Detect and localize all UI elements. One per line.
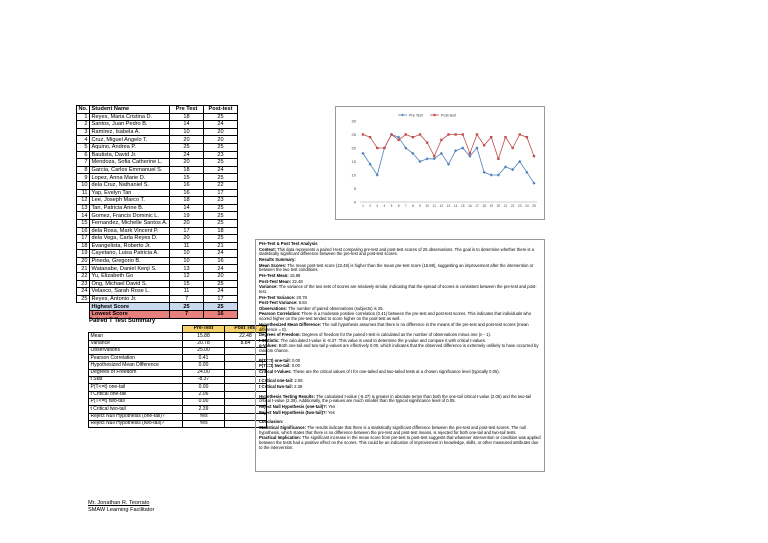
pre-score: 20: [170, 235, 204, 243]
analysis-box: [255, 239, 545, 472]
student-no: 18: [77, 242, 90, 250]
ttest-pre-value: 2.39: [183, 406, 225, 413]
data-point: [419, 133, 421, 135]
analysis-mean: Mean Scores: The mean post-test score (22.48) is higher than the mean pre-test score (15.88), suggesting an improvement after the intervention or between the two test conditions.: [259, 262, 534, 273]
pre-score: 20: [170, 219, 204, 227]
analysis-pearson: Pearson Correlation: There is a moderate positive correlation (0.41) between the pre-test and post-test scores. This indicates that individuals who scored higher on the pre-test tended to score higher on the post-test as well.: [259, 311, 531, 322]
student-no: 5: [77, 143, 90, 151]
data-point: [490, 136, 492, 138]
analysis-tstat: t-Statistic: The calculated t-value is -8.37. This value is used to determine the p-value and compare it with critical t-values.: [259, 337, 487, 343]
highest-pre: 25: [170, 303, 204, 311]
x-tick-label: 13: [446, 204, 451, 208]
student-name: Cruz, Miguel Angelo T.: [90, 136, 170, 144]
ttest-label: Variance: [89, 340, 183, 347]
y-tick-label: 20: [351, 145, 356, 151]
ttest-pre-value: Yes: [183, 413, 225, 420]
student-no: 12: [77, 197, 90, 205]
x-tick-label: 17: [475, 204, 479, 208]
x-tick-label: 21: [503, 204, 508, 208]
pre-score: 15: [170, 280, 204, 288]
ttest-pre-value: 25.00: [183, 347, 225, 354]
x-tick-label: 9: [419, 204, 421, 208]
student-name: Evangelista, Roberto Jr.: [90, 242, 170, 250]
data-point: [405, 133, 407, 135]
table-row: [77, 181, 238, 189]
table-row: [77, 151, 238, 159]
pre-score: 11: [170, 242, 204, 250]
analysis-post-mean: Post-Test Mean: 22.48: [259, 278, 303, 284]
x-tick-label: 14: [453, 204, 458, 208]
post-score: 24: [204, 121, 238, 129]
ttest-table-body: [89, 333, 267, 428]
student-no: 2: [77, 121, 90, 129]
analysis-results-label: Results Summary:: [259, 256, 296, 262]
analysis-hypothesis-results: Hypothesis Testing Results: The calculated t-value (-8.37) is greater in absolute terms than both the one-tail critical t-value (2.06) and the two-tail critical t-value (2.39). Additionally, the p-values are much smaller than the typical significance level of 0.05.: [259, 393, 532, 404]
table-row: [77, 280, 238, 288]
table-row: [77, 212, 238, 220]
student-no: 14: [77, 212, 90, 220]
post-score: 25: [204, 143, 238, 151]
analysis-p-one: P(T<=t) one-tail: 0.00: [259, 357, 301, 363]
post-score: 25: [204, 174, 238, 182]
ttest-label: Reject Null Hypothesis (two-tail)?: [89, 420, 183, 427]
pre-score: 20: [170, 136, 204, 144]
data-point: [476, 133, 478, 135]
post-score: 25: [204, 219, 238, 227]
student-name: Yu, Elizabeth Go: [90, 273, 170, 281]
y-tick-label: 15: [351, 159, 356, 164]
student-no: 13: [77, 204, 90, 212]
y-tick-label: 0: [353, 199, 356, 205]
student-name: Bautista, David Jr.: [90, 151, 170, 159]
post-score: 16: [204, 257, 238, 265]
x-tick-label: 6: [397, 204, 400, 208]
post-score: 25: [204, 280, 238, 288]
student-name: Cayetano, Luisa Patricia A.: [90, 250, 170, 258]
highest-post: 25: [204, 303, 238, 311]
x-tick-label: 16: [468, 204, 472, 208]
legend-label: Post-test: [441, 113, 456, 118]
table-row: [77, 295, 238, 303]
header-post-test: Post-test: [204, 106, 238, 114]
pre-score: 16: [170, 181, 204, 189]
highest-label: Highest Score: [90, 303, 170, 311]
ttest-row: [89, 406, 267, 413]
ttest-row: [89, 355, 267, 362]
pre-score: 10: [170, 250, 204, 258]
post-score: 17: [204, 295, 238, 303]
data-point: [362, 133, 364, 135]
x-tick-label: 15: [460, 204, 465, 208]
student-name: Aquino, Andrea P.: [90, 143, 170, 151]
student-name: Lee, Joseph Marco T.: [90, 197, 170, 205]
analysis-p-two: P(T<=t) two-tail: 0.00: [259, 363, 300, 369]
student-no: 6: [77, 151, 90, 159]
data-point: [433, 155, 435, 157]
post-score: 23: [204, 197, 238, 205]
x-tick-label: 23: [517, 204, 522, 208]
ttest-row: [89, 420, 267, 427]
table-row: [77, 136, 238, 144]
post-score: 25: [204, 212, 238, 220]
pre-score: 19: [170, 212, 204, 220]
ttest-label: Degrees of Freedom: [89, 369, 183, 376]
data-point: [511, 147, 513, 149]
pre-score: 15: [170, 174, 204, 182]
student-no: 22: [77, 273, 90, 281]
analysis-df: Degrees of Freedom: Degrees of freedom for the paired t-test is calculated as the number of observations minus one (n - 1).: [259, 332, 492, 338]
post-score: 24: [204, 166, 238, 174]
student-no: 11: [77, 189, 90, 197]
table-row: [77, 242, 238, 250]
x-tick-label: 22: [510, 204, 515, 208]
analysis-crit-two: t Critical two-tail: 2.39: [259, 384, 303, 390]
student-name: Mendoza, Sofia Catherine L.: [90, 159, 170, 167]
score-table: [76, 105, 238, 319]
analysis-pre-variance: Pre-Test Variance: 20.78: [259, 294, 307, 300]
pre-score: 10: [170, 128, 204, 136]
table-row: [77, 219, 238, 227]
data-point: [533, 155, 535, 157]
post-score: 22: [204, 181, 238, 189]
table-row: [77, 166, 238, 174]
analysis-crit-one: t Critical one-tail: 2.06: [259, 378, 303, 384]
student-no: 1: [77, 113, 90, 121]
student-no: 3: [77, 128, 90, 136]
student-name: dela Vega, Carla Reyes D.: [90, 235, 170, 243]
table-row: [77, 159, 238, 167]
y-tick-label: 30: [351, 118, 356, 124]
x-tick-label: 2: [369, 204, 372, 208]
student-no: 9: [77, 174, 90, 182]
post-score: 21: [204, 242, 238, 250]
table-row: [77, 128, 238, 136]
x-tick-label: 12: [439, 204, 444, 208]
analysis-post-variance: Post-Test Variance: 8.84: [259, 300, 307, 306]
ttest-label: Mean: [89, 333, 183, 340]
ttest-table: [88, 325, 267, 428]
student-no: 15: [77, 219, 90, 227]
ttest-pre-value: 0.00: [183, 384, 225, 391]
student-no: 21: [77, 265, 90, 273]
x-tick-label: 3: [376, 204, 379, 208]
blank-cell: [77, 303, 90, 311]
legend-marker: [433, 114, 435, 116]
data-point: [490, 173, 493, 176]
x-tick-label: 24: [525, 204, 529, 208]
series-line-1: [363, 135, 534, 159]
table-row: [77, 235, 238, 243]
pre-score: 13: [170, 265, 204, 273]
ttest-row: [89, 333, 267, 340]
pre-score: 10: [170, 257, 204, 265]
lowest-pre: 7: [170, 311, 204, 319]
table-row: [77, 174, 238, 182]
data-point: [390, 133, 392, 135]
data-point: [519, 133, 521, 135]
data-point: [504, 136, 506, 138]
data-point: [497, 158, 499, 160]
post-score: 24: [204, 250, 238, 258]
pre-score: 12: [170, 273, 204, 281]
analysis-hypothesized: Hypothesized Mean Difference: The null hypothesis assumes that there is no difference in the means of the pre-test and post-test scores (mean difference = 0).: [259, 321, 529, 332]
analysis-pvalues: p-Values: Both one-tail and two-tail p-values are effectively 0.00, which indicates that the observed difference is extremely unlikely to have occurred by random chance.: [259, 343, 539, 354]
student-name: Garcia, Carlos Emmanuel S.: [90, 166, 170, 174]
ttest-pre-value: 2.06: [183, 391, 225, 398]
analysis-title: Pre-Test & Post Test Analysis: [259, 241, 318, 246]
x-tick-label: 1: [362, 204, 364, 208]
ttest-label: t Stat: [89, 377, 183, 384]
post-score: 20: [204, 136, 238, 144]
signature-role: SMAW Learning Facilitator: [88, 507, 155, 513]
post-score: 25: [204, 204, 238, 212]
table-row: [77, 113, 238, 121]
analysis-reject-one: Reject Null Hypothesis (one-tail)?: Yes: [259, 404, 336, 410]
analysis-context: Context: This data represents a paired t-test comparing pre-test and post-test scores of 25 observations. The goal is to determine whether there is a statistically significant difference between the pre-test and post-test scores.: [259, 246, 534, 257]
x-tick-label: 19: [489, 204, 494, 208]
analysis-statistical-significance: Statistical Significance: The results indicate that there is a statistically significant difference between the pre-test and post-test scores. The null hypothesis, which states that there is no difference between the pre-test and post-test means, is rejected for both one-tail and two-tail tests.: [259, 424, 526, 435]
data-point: [440, 139, 442, 141]
student-no: 10: [77, 181, 90, 189]
ttest-title: Paired T Test Summary: [89, 318, 156, 324]
table-row: [77, 273, 238, 281]
x-tick-label: 25: [532, 204, 536, 208]
ttest-pre-value: 20.78: [183, 340, 225, 347]
ttest-header: [89, 326, 267, 333]
header-pre-test: Pre Test: [170, 106, 204, 114]
student-no: 8: [77, 166, 90, 174]
student-name: Yap, Evelyn Tan: [90, 189, 170, 197]
post-score: 25: [204, 159, 238, 167]
student-name: dela Cruz, Nathaniel S.: [90, 181, 170, 189]
ttest-pre-value: 0.41: [183, 355, 225, 362]
ttest-post-value: 8.84: [225, 340, 267, 347]
ttest-header-pre: Pre-Test: [183, 326, 225, 333]
pre-score: 16: [170, 189, 204, 197]
ttest-label: P(T<=t) one-tail: [89, 384, 183, 391]
student-name: Santos, Juan Pedro B.: [90, 121, 170, 129]
student-no: 7: [77, 159, 90, 167]
x-tick-label: 7: [404, 204, 407, 208]
student-no: 24: [77, 288, 90, 296]
post-score: 18: [204, 227, 238, 235]
pre-score: 18: [170, 197, 204, 205]
y-tick-label: 5: [353, 186, 356, 191]
header-student-name: Student Name: [90, 106, 170, 114]
analysis-pre-mean: Pre-Test Mean: 15.88: [259, 272, 301, 278]
highest-score-row: [77, 303, 238, 311]
student-name: Watanabe, Daniel Kenji S.: [90, 265, 170, 273]
student-no: 16: [77, 227, 90, 235]
table-row: [77, 197, 238, 205]
student-name: Reyes, Antonio Jr.: [90, 295, 170, 303]
ttest-header-blank: [89, 326, 183, 333]
score-line-chart: [335, 106, 545, 220]
legend-label: Pre Test: [409, 113, 423, 118]
data-point: [412, 136, 414, 138]
analysis-practical-implication: Practical Implication: The significant increase in the mean score from pre-test to post-test suggests that whatever intervention or condition was applied between the tests had a positive effect on the scores. This could be an indication of improvement in knowledge, skills, or other measured attributes due to the intervention.: [259, 435, 541, 450]
legend-marker: [401, 114, 404, 117]
ttest-pre-value: Yes: [183, 420, 225, 427]
post-score: 20: [204, 128, 238, 136]
x-tick-label: 20: [496, 204, 501, 208]
ttest-row: [89, 398, 267, 405]
student-name: Fernandez, Michelle Santos A.: [90, 219, 170, 227]
pre-score: 24: [170, 151, 204, 159]
post-score: 24: [204, 265, 238, 273]
student-no: 4: [77, 136, 90, 144]
data-point: [447, 133, 449, 135]
table-row: [77, 288, 238, 296]
data-point: [454, 149, 457, 152]
chart-svg: [336, 107, 544, 219]
pre-score: 20: [170, 159, 204, 167]
post-score: 25: [204, 235, 238, 243]
data-point: [462, 133, 464, 135]
table-row: [77, 227, 238, 235]
analysis-reject-two: Reject Null Hypothesis (two-tail)?: Yes: [259, 409, 335, 415]
ttest-row: [89, 369, 267, 376]
student-name: Reyes, Maria Cristina D.: [90, 113, 170, 121]
x-tick-label: 10: [425, 204, 429, 208]
pre-score: 17: [170, 227, 204, 235]
data-point: [426, 141, 428, 143]
x-tick-label: 8: [411, 204, 414, 208]
ttest-pre-value: -8.37: [183, 377, 225, 384]
ttest-label: t Critical two-tail: [89, 406, 183, 413]
data-point: [469, 152, 471, 154]
ttest-pre-value: 0.00: [183, 398, 225, 405]
data-point: [376, 147, 378, 149]
ttest-label: Pearson Correlation: [89, 355, 183, 362]
pre-score: 14: [170, 121, 204, 129]
ttest-pre-value: 24.00: [183, 369, 225, 376]
header-no: No.: [78, 106, 88, 113]
ttest-header-post: Post Test: [225, 326, 267, 333]
blank-cell: [77, 311, 90, 319]
pre-score: 18: [170, 166, 204, 174]
data-point: [483, 171, 486, 174]
ttest-pre-value: 15.88: [183, 333, 225, 340]
data-point: [526, 136, 528, 138]
data-point: [383, 147, 385, 149]
table-row: [77, 204, 238, 212]
ttest-label: Hypothesized Mean Difference: [89, 362, 183, 369]
pre-score: 14: [170, 204, 204, 212]
student-no: 19: [77, 250, 90, 258]
table-row: [77, 121, 238, 129]
student-name: Ong, Michael David S.: [90, 280, 170, 288]
ttest-row: [89, 377, 267, 384]
student-name: Gomez, Francis Dominic L.: [90, 212, 170, 220]
student-name: Pineda, Gregorio B.: [90, 257, 170, 265]
signature-name: Mr. Jonathan R. Teorrato: [88, 500, 150, 506]
ttest-label: Observations: [89, 347, 183, 354]
post-score: 25: [204, 113, 238, 121]
x-tick-label: 11: [432, 204, 436, 208]
student-name: Velasco, Sarah Rose L.: [90, 288, 170, 296]
pre-score: 18: [170, 113, 204, 121]
table-row: [77, 257, 238, 265]
table-row: [77, 143, 238, 151]
student-name: Ramirez, Isabela A.: [90, 128, 170, 136]
x-tick-label: 5: [390, 204, 393, 208]
x-tick-label: 18: [482, 204, 486, 208]
student-name: Lopez, Anna Marie D.: [90, 174, 170, 182]
student-no: 20: [77, 257, 90, 265]
signature-block: [88, 500, 154, 514]
ttest-label: Reject Null Hypothesis (one-tail)?: [89, 413, 183, 420]
data-point: [397, 139, 399, 141]
x-tick-label: 4: [383, 204, 386, 208]
student-name: Tan, Patricia Anne B.: [90, 204, 170, 212]
ttest-pre-value: 0.00: [183, 362, 225, 369]
lowest-label: Lowest Score: [90, 311, 170, 319]
data-point: [483, 144, 485, 146]
analysis-critical: Critical t-Values: These are the critical values of t for one-tailed and two-tailed tests at a chosen significance level (typically 0.05).: [259, 368, 500, 374]
analysis-observations: Observations: The number of paired observations (subjects) is 25.: [259, 305, 384, 311]
data-point: [369, 136, 371, 138]
table-row: [77, 189, 238, 197]
ttest-label: t Critical one-tail: [89, 391, 183, 398]
student-no: 23: [77, 280, 90, 288]
pre-score: 25: [170, 143, 204, 151]
student-no: 17: [77, 235, 90, 243]
analysis-variance: Variance: The variance of the two sets of scores are relatively similar, indicating that the spread of scores is consistent between the pre-test and post-test.: [259, 284, 537, 294]
lowest-post: 16: [204, 311, 238, 319]
analysis-conclusion-label: Conclusion:: [259, 419, 284, 425]
post-score: 20: [204, 273, 238, 281]
table-row: [77, 250, 238, 258]
pre-score: 11: [170, 288, 204, 296]
student-no: 25: [77, 295, 90, 303]
score-table-header: [77, 106, 238, 114]
y-tick-label: 25: [351, 132, 356, 137]
table-row: [77, 265, 238, 273]
data-point: [454, 133, 456, 135]
score-table-body: [77, 113, 238, 318]
data-point: [426, 157, 429, 160]
ttest-label: P(T<=t) two-tail: [89, 398, 183, 405]
pre-score: 7: [170, 295, 204, 303]
post-score: 24: [204, 288, 238, 296]
ttest-post-value: 22.48: [225, 333, 267, 340]
y-tick-label: 10: [351, 172, 356, 178]
post-score: 23: [204, 151, 238, 159]
post-score: 17: [204, 189, 238, 197]
lowest-score-row: [77, 311, 238, 319]
student-name: dela Rosa, Mark Vincent P.: [90, 227, 170, 235]
ttest-row: [89, 347, 267, 354]
